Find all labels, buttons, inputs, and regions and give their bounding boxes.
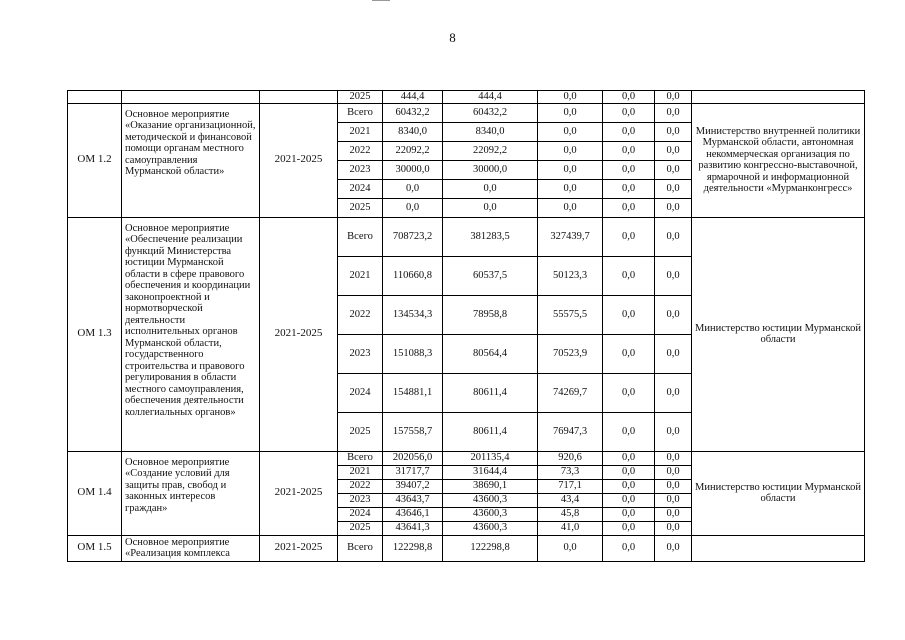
value-cell: 0,0 [655,141,692,160]
value-cell: 31644,4 [443,465,538,479]
value-cell: 381283,5 [443,217,538,256]
value-cell: 0,0 [655,179,692,198]
value-cell: 444,4 [383,91,443,104]
value-cell: 0,0 [603,507,655,521]
value-cell: 0,0 [655,198,692,217]
value-cell: 0,0 [603,521,655,535]
year-cell: 2024 [338,373,383,412]
value-cell: 0,0 [655,465,692,479]
table-row [68,535,865,561]
measure-name: Основное мероприятие «Реализация комплекса [122,535,260,561]
value-cell: 0,0 [603,334,655,373]
measure-name: Основное мероприятие «Создание условий для защиты прав, свобод и законных интересов граждан» [122,451,260,535]
value-cell: 0,0 [655,295,692,334]
executor-cell: Министерство внутренней политики Мурманской области, автономная некоммерческая организация по развитию конгрессно-выставочной, ярмарочной и информационной деятельности «Мурманконгресс» [692,103,865,217]
measure-period: 2021-2025 [260,217,338,451]
value-cell: 0,0 [603,479,655,493]
value-cell: 0,0 [603,373,655,412]
value-cell: 43641,3 [383,521,443,535]
year-cell: 2025 [338,198,383,217]
year-cell: 2023 [338,493,383,507]
value-cell: 0,0 [383,179,443,198]
executor-cell: Министерство юстиции Мурманской области [692,451,865,535]
value-cell: 0,0 [538,535,603,561]
value-cell: 122298,8 [383,535,443,561]
year-cell: 2023 [338,160,383,179]
value-cell: 73,3 [538,465,603,479]
value-cell: 444,4 [443,91,538,104]
value-cell: 0,0 [538,141,603,160]
value-cell: 0,0 [603,103,655,122]
value-cell: 78958,8 [443,295,538,334]
budget-table [67,90,865,562]
measure-code: ОМ 1.2 [68,103,122,217]
measure-code: ОМ 1.3 [68,217,122,451]
value-cell: 43600,3 [443,521,538,535]
year-cell: 2025 [338,412,383,451]
value-cell: 0,0 [538,91,603,104]
value-cell: 41,0 [538,521,603,535]
value-cell: 0,0 [655,412,692,451]
value-cell: 920,6 [538,451,603,465]
value-cell: 0,0 [603,451,655,465]
year-cell: 2025 [338,521,383,535]
year-cell: 2021 [338,122,383,141]
value-cell: 0,0 [655,479,692,493]
value-cell: 43646,1 [383,507,443,521]
value-cell: 0,0 [383,198,443,217]
value-cell: 134534,3 [383,295,443,334]
value-cell: 80611,4 [443,373,538,412]
top-edge-mark [372,0,390,3]
value-cell: 122298,8 [443,535,538,561]
value-cell: 110660,8 [383,256,443,295]
value-cell: 45,8 [538,507,603,521]
year-cell: 2022 [338,141,383,160]
value-cell: 717,1 [538,479,603,493]
value-cell: 0,0 [655,334,692,373]
year-cell: 2024 [338,507,383,521]
value-cell: 0,0 [655,451,692,465]
value-cell: 0,0 [655,217,692,256]
value-cell: 60432,2 [383,103,443,122]
value-cell: 76947,3 [538,412,603,451]
value-cell: 0,0 [603,141,655,160]
value-cell: 0,0 [655,521,692,535]
value-cell: 0,0 [655,256,692,295]
value-cell: 0,0 [655,122,692,141]
value-cell: 0,0 [538,198,603,217]
year-cell: 2022 [338,479,383,493]
value-cell: 43600,3 [443,493,538,507]
value-cell: 0,0 [538,160,603,179]
value-cell: 55575,5 [538,295,603,334]
value-cell: 0,0 [443,179,538,198]
value-cell: 0,0 [538,179,603,198]
year-cell: Всего [338,103,383,122]
value-cell: 0,0 [655,535,692,561]
value-cell: 0,0 [538,103,603,122]
year-cell: 2024 [338,179,383,198]
value-cell: 0,0 [603,122,655,141]
value-cell: 80611,4 [443,412,538,451]
value-cell: 0,0 [655,91,692,104]
value-cell: 0,0 [538,122,603,141]
executor-cell: Министерство юстиции Мурманской области [692,217,865,451]
table-row [68,217,865,256]
measure-period: 2021-2025 [260,535,338,561]
measure-code: ОМ 1.5 [68,535,122,561]
value-cell: 70523,9 [538,334,603,373]
value-cell: 0,0 [603,179,655,198]
value-cell: 0,0 [603,217,655,256]
value-cell: 31717,7 [383,465,443,479]
value-cell: 8340,0 [383,122,443,141]
value-cell: 0,0 [603,91,655,104]
year-cell: Всего [338,535,383,561]
value-cell: 80564,4 [443,334,538,373]
value-cell: 708723,2 [383,217,443,256]
year-cell: 2025 [338,91,383,104]
year-cell: 2021 [338,465,383,479]
value-cell: 60537,5 [443,256,538,295]
value-cell: 60432,2 [443,103,538,122]
value-cell: 38690,1 [443,479,538,493]
value-cell: 50123,3 [538,256,603,295]
value-cell: 22092,2 [383,141,443,160]
value-cell: 0,0 [655,507,692,521]
value-cell: 8340,0 [443,122,538,141]
table-row [68,451,865,465]
measure-code: ОМ 1.4 [68,451,122,535]
value-cell: 0,0 [655,103,692,122]
value-cell: 327439,7 [538,217,603,256]
measure-name: Основное мероприятие «Оказание организационной, методической и финансовой помощи органам местного самоуправления Мурманской области» [122,103,260,217]
value-cell: 43643,7 [383,493,443,507]
value-cell: 30000,0 [443,160,538,179]
year-cell: Всего [338,217,383,256]
value-cell: 0,0 [603,256,655,295]
value-cell: 0,0 [603,198,655,217]
value-cell: 0,0 [603,465,655,479]
value-cell: 22092,2 [443,141,538,160]
year-cell: 2023 [338,334,383,373]
value-cell: 0,0 [603,493,655,507]
measure-period: 2021-2025 [260,451,338,535]
value-cell: 0,0 [603,160,655,179]
year-cell: 2021 [338,256,383,295]
value-cell: 0,0 [443,198,538,217]
page-number: 8 [449,30,456,45]
value-cell: 154881,1 [383,373,443,412]
value-cell: 201135,4 [443,451,538,465]
value-cell: 0,0 [655,373,692,412]
value-cell: 43,4 [538,493,603,507]
value-cell: 0,0 [655,493,692,507]
value-cell: 202056,0 [383,451,443,465]
value-cell: 74269,7 [538,373,603,412]
value-cell: 30000,0 [383,160,443,179]
executor-cell [692,535,865,561]
value-cell: 0,0 [603,295,655,334]
year-cell: 2022 [338,295,383,334]
year-cell: Всего [338,451,383,465]
measure-name: Основное мероприятие «Обеспечение реализации функций Министерства юстиции Мурманской области в сфере правового обеспечения и координации законопроектной и нормотворческой деятельности исполнительных органов Мурманской области, государственного строительства и правового регулирования в области местного самоуправления, обеспечения деятельности коллегиальных органов» [122,217,260,451]
value-cell: 0,0 [655,160,692,179]
measure-period: 2021-2025 [260,103,338,217]
value-cell: 0,0 [603,412,655,451]
table-row [68,91,865,104]
value-cell: 39407,2 [383,479,443,493]
value-cell: 157558,7 [383,412,443,451]
value-cell: 43600,3 [443,507,538,521]
value-cell: 151088,3 [383,334,443,373]
value-cell: 0,0 [603,535,655,561]
table-row [68,103,865,122]
